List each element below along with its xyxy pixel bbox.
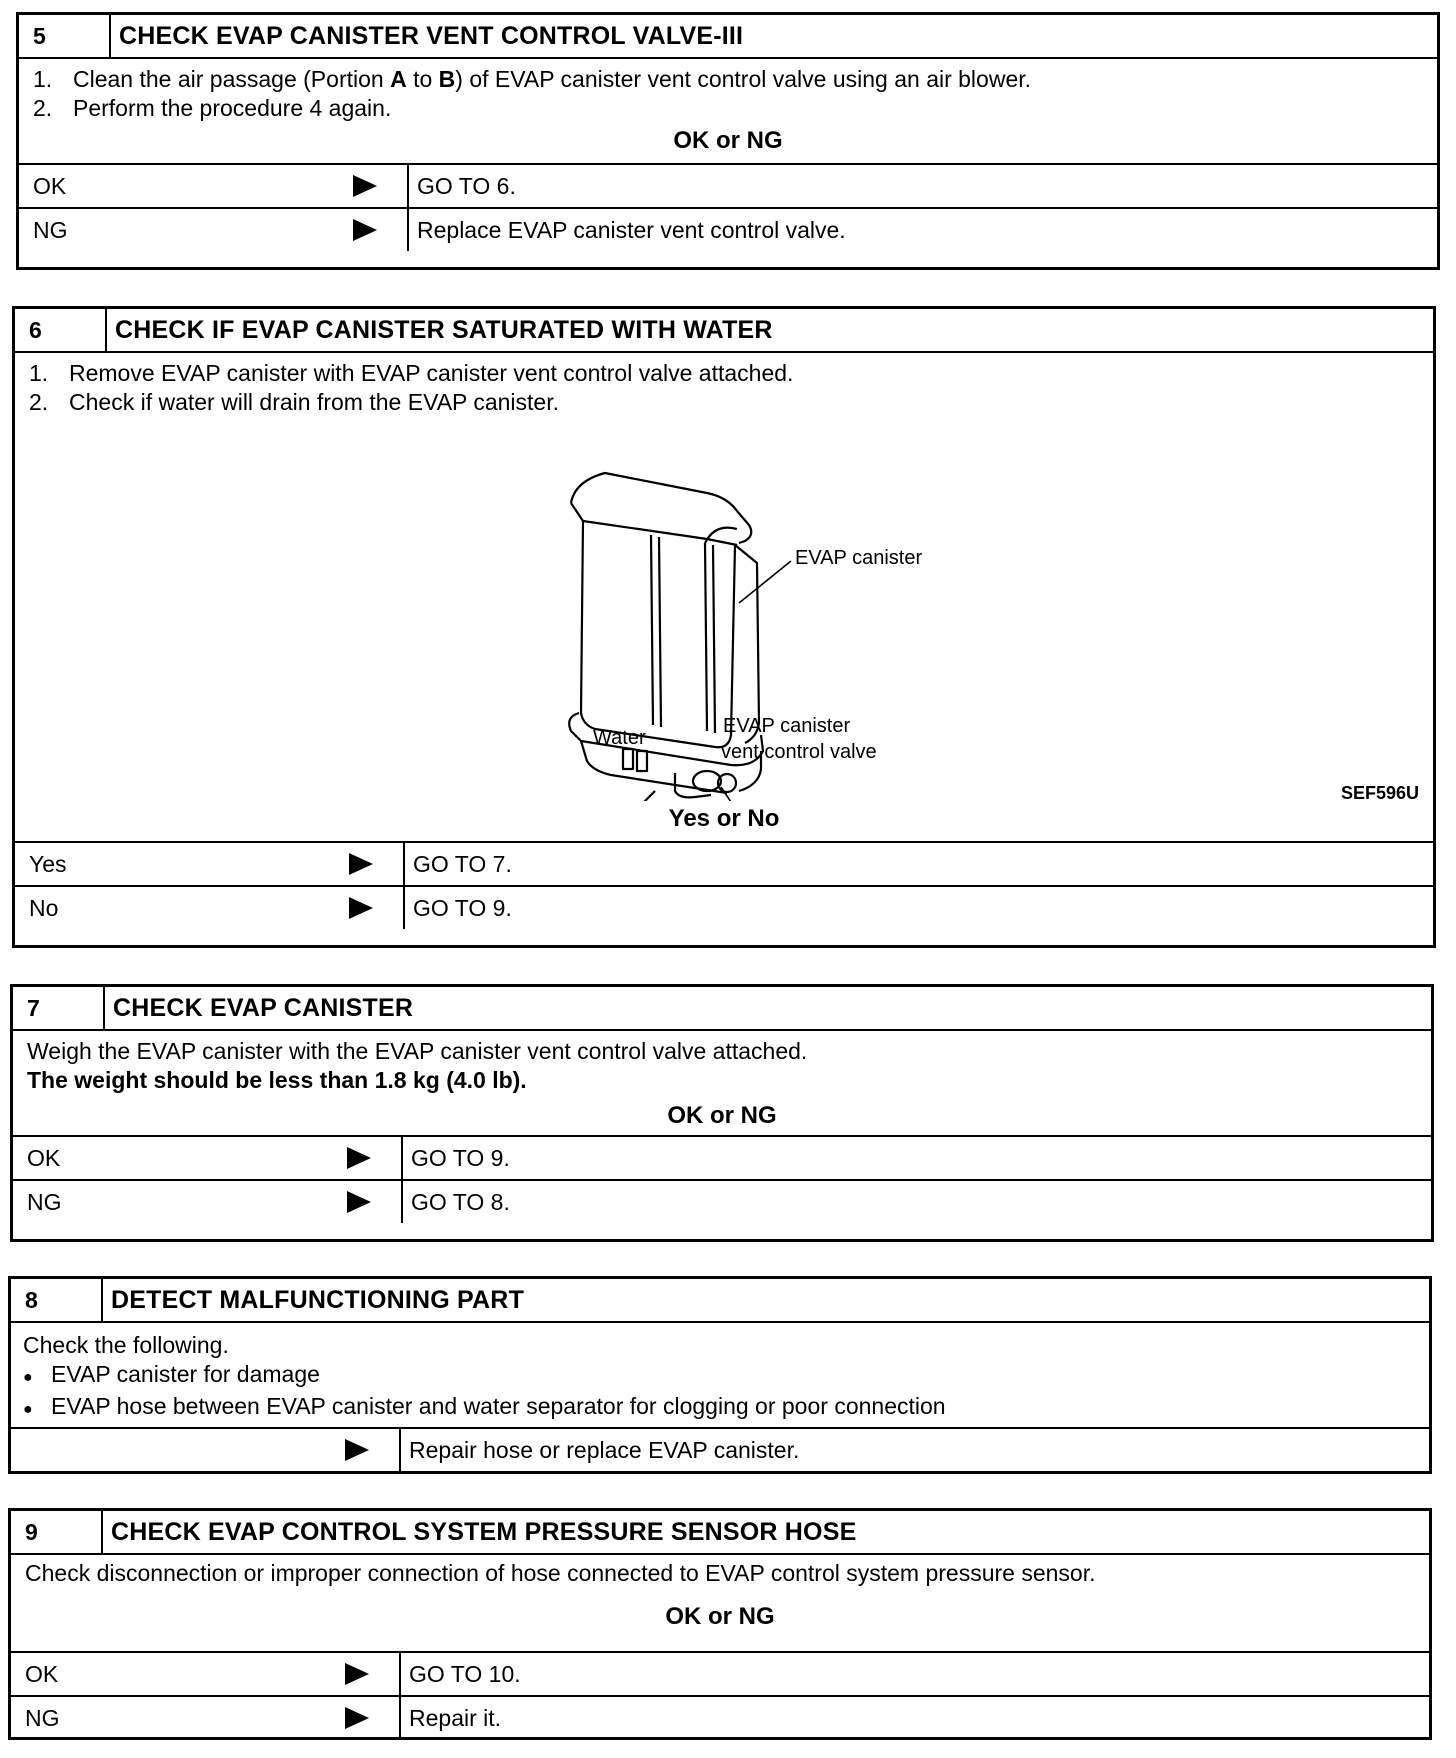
step-8-box (8, 1276, 1432, 1474)
action-text: GO TO 9. (413, 894, 512, 921)
condition-label: NG (27, 1188, 62, 1215)
action-text: Replace EVAP canister vent control valve. (417, 216, 846, 243)
verdict-label: OK or NG (665, 1603, 775, 1630)
arrow-right-icon (347, 1147, 371, 1169)
step-number: 8 (11, 1279, 103, 1321)
arrow-right-icon (345, 1707, 369, 1729)
action-text: GO TO 6. (417, 172, 516, 199)
instruction-line: Check disconnection or improper connection of hose connected to EVAP control system pressure sensor. (25, 1560, 1096, 1586)
step-6-box (12, 306, 1436, 948)
water-label: Water (593, 727, 646, 749)
verdict-label: OK or NG (667, 1102, 777, 1129)
step-7-box (10, 984, 1434, 1242)
result-row-yes (15, 841, 1433, 885)
action-text: Repair it. (409, 1704, 502, 1731)
action-text: GO TO 10. (409, 1660, 521, 1687)
result-row-ng (19, 207, 1437, 251)
step-number: 7 (13, 987, 105, 1029)
step-number: 9 (11, 1511, 103, 1553)
step-5-box (16, 12, 1440, 270)
step-header (15, 309, 1433, 353)
step-header (11, 1511, 1429, 1555)
result-row-ok (11, 1651, 1429, 1695)
step-instructions (11, 1323, 1429, 1427)
step-title: DETECT MALFUNCTIONING PART (111, 1285, 525, 1314)
result-row (11, 1427, 1429, 1471)
bullet-icon: ● (23, 1401, 33, 1418)
condition-label: OK (33, 172, 67, 199)
condition-label: NG (25, 1704, 60, 1731)
condition-label: NG (33, 216, 68, 243)
step-header (19, 15, 1437, 59)
action-text: Repair hose or replace EVAP canister. (409, 1436, 800, 1463)
valve-label-line1: EVAP canister (723, 715, 851, 737)
verdict-label: OK or NG (673, 127, 783, 154)
instruction-line-bold: The weight should be less than 1.8 kg (4.0 lb). (27, 1067, 527, 1093)
instruction-line: 2. Check if water will drain from the EVAP canister. (29, 389, 560, 415)
arrow-right-icon (345, 1663, 369, 1685)
step-instructions (13, 1031, 1431, 1091)
instruction-line: 1. Remove EVAP canister with EVAP canister vent control valve attached. (29, 360, 794, 386)
result-row-ok (19, 163, 1437, 207)
step-title: CHECK EVAP CANISTER VENT CONTROL VALVE-III (119, 21, 744, 50)
result-row-ng (11, 1695, 1429, 1739)
figure-code: SEF596U (1340, 783, 1419, 803)
instruction-line: Check the following. (23, 1332, 229, 1358)
bullet-item: ● EVAP hose between EVAP canister and water separator for clogging or poor connection (23, 1392, 1415, 1424)
result-row-no (15, 885, 1433, 929)
instruction-line: Weigh the EVAP canister with the EVAP canister vent control valve attached. (27, 1038, 808, 1064)
step-9-box (8, 1508, 1432, 1740)
condition-label: No (29, 894, 59, 921)
step-number: 6 (15, 309, 107, 351)
instruction-line: 1. Clean the air passage (Portion A to B) of EVAP canister vent control valve using an air blower. (33, 66, 1032, 92)
condition-label: OK (25, 1660, 59, 1687)
valve-label-line2: vent control valve (721, 741, 877, 763)
condition-label: OK (27, 1144, 61, 1171)
condition-label: Yes (29, 850, 67, 877)
result-row-ng (13, 1179, 1431, 1223)
arrow-right-icon (349, 853, 373, 875)
result-row-ok (13, 1135, 1431, 1179)
step-header (11, 1279, 1429, 1323)
action-text: GO TO 8. (411, 1188, 510, 1215)
canister-figure (15, 413, 1433, 801)
bullet-item: ● EVAP canister for damage (23, 1360, 1415, 1392)
canister-label: EVAP canister (795, 547, 923, 569)
step-title: CHECK EVAP CONTROL SYSTEM PRESSURE SENSOR HOSE (111, 1517, 857, 1546)
arrow-right-icon (345, 1439, 369, 1461)
arrow-right-icon (347, 1191, 371, 1213)
action-text: GO TO 9. (411, 1144, 510, 1171)
step-title: CHECK IF EVAP CANISTER SATURATED WITH WATER (115, 315, 773, 344)
step-instructions (11, 1555, 1429, 1589)
step-instructions (19, 59, 1437, 119)
arrow-right-icon (349, 897, 373, 919)
instruction-line: 2. Perform the procedure 4 again. (33, 95, 392, 121)
bullet-icon: ● (23, 1369, 33, 1386)
step-header (13, 987, 1431, 1031)
step-instructions (15, 353, 1433, 413)
arrow-right-icon (353, 219, 377, 241)
verdict-label: Yes or No (668, 805, 780, 832)
step-number: 5 (19, 15, 111, 57)
action-text: GO TO 7. (413, 850, 512, 877)
step-title: CHECK EVAP CANISTER (113, 993, 414, 1022)
arrow-right-icon (353, 175, 377, 197)
